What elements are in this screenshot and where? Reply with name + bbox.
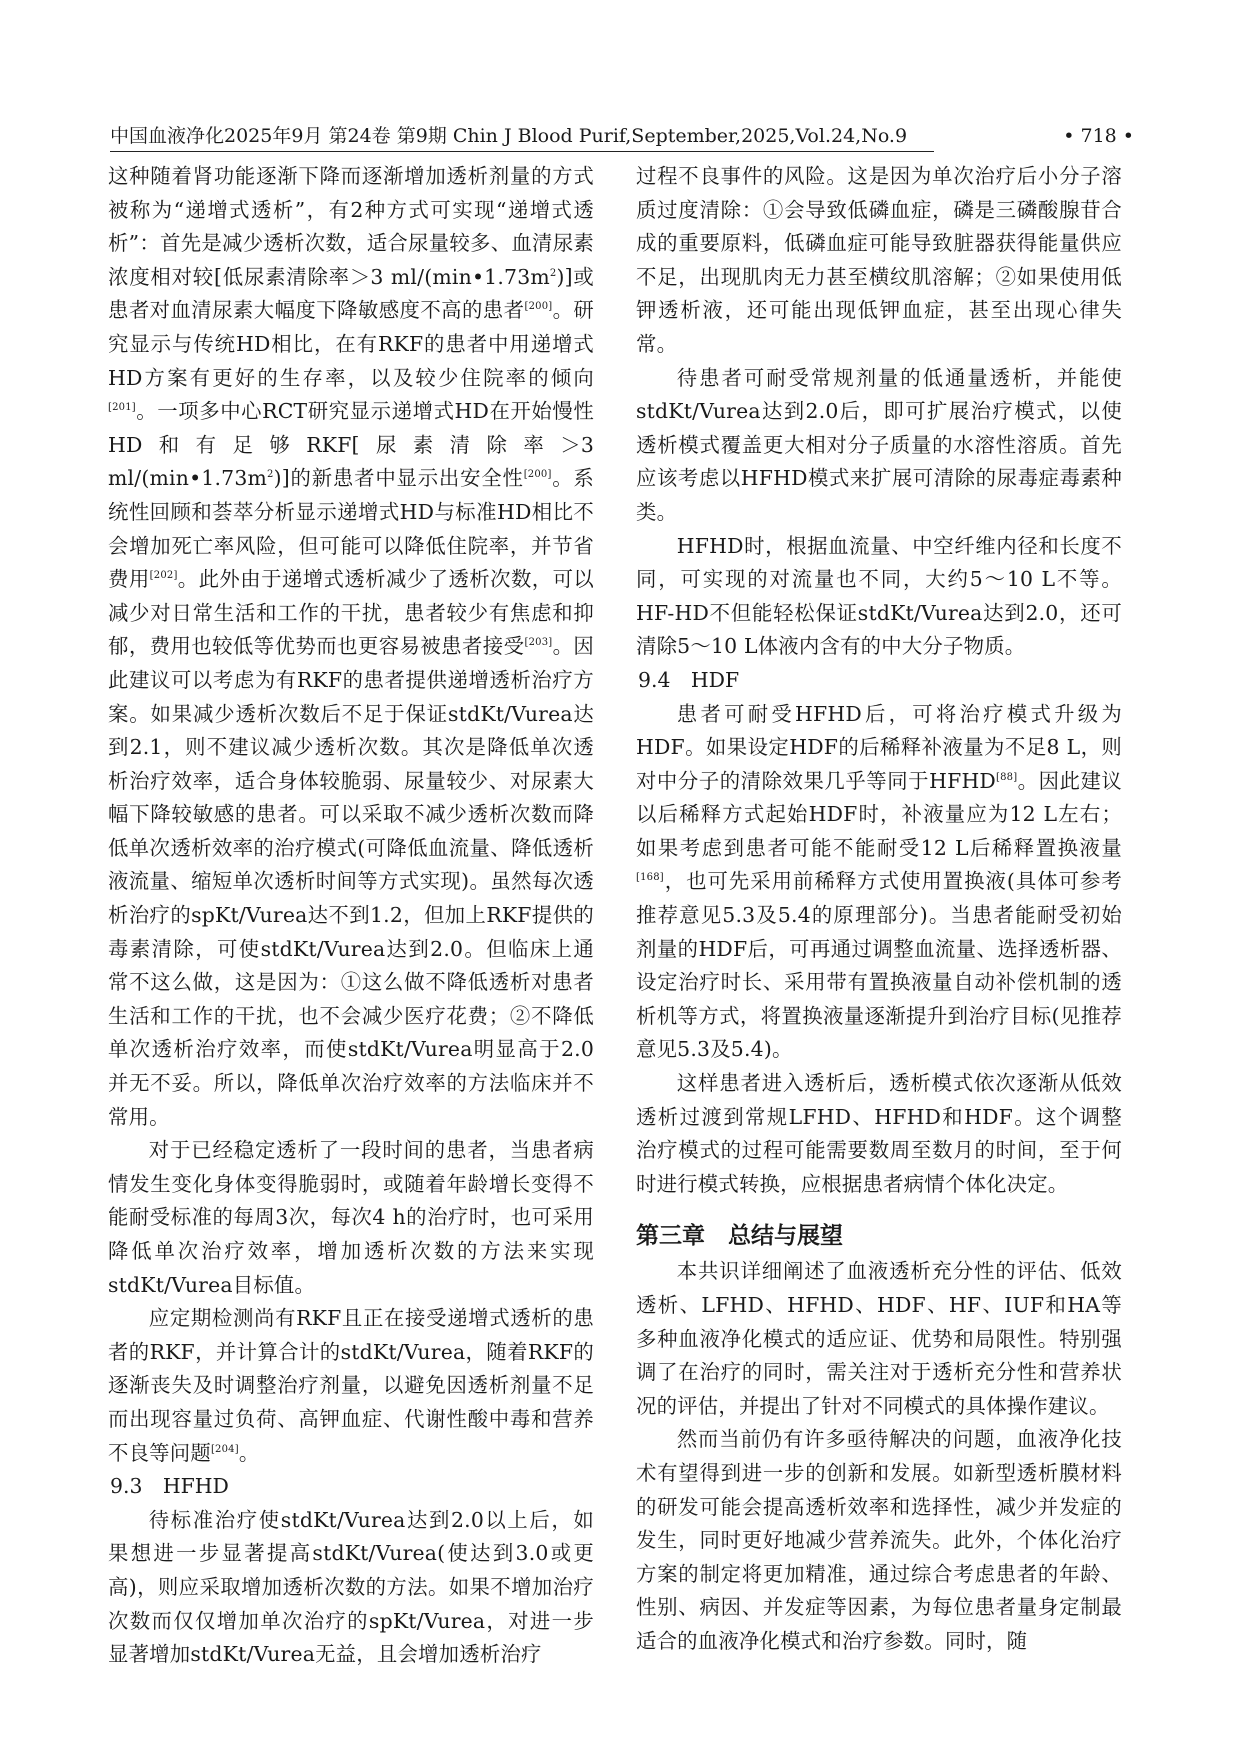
citation-superscript: [201]: [108, 402, 136, 414]
paragraph: 过程不良事件的风险。这是因为单次治疗后小分子溶质过度清除：①会导致低磷血症，磷是三磷酸腺苷合成的重要原料，低磷血症可能导致脏器获得能量供应不足，出现肌肉无力甚至横纹肌溶解；②如果使用低钾透析液，还可能出现低钾血症，甚至出现心律失常。: [636, 164, 1122, 356]
paragraph: HFHD时，根据血流量、中空纤维内径和长度不同，可实现的对流量也不同，大约5～10 L不等。HF-HD不但能轻松保证stdKt/Vurea达到2.0，还可清除5～10 L体液内含有的中大分子物质。: [636, 533, 1122, 659]
page-number: • 718 •: [1063, 125, 1134, 147]
left-column: [108, 160, 594, 1672]
right-column: [636, 160, 1122, 1659]
journal-citation: 中国血液净化2025年9月 第24卷 第9期 Chin J Blood Purif,September,2025,Vol.24,No.9: [110, 125, 908, 147]
running-header: [110, 124, 1134, 152]
paragraph: 这种随着肾功能逐渐下降而逐渐增加透析剂量的方式被称为“递增式透析”，有2种方式可实现“递增式透析”：首先是减少透析次数，适合尿量较多、血清尿素浓度相对较[低尿素清除率＞3 $ml/(\min•1.73m^2)$]或患者对血清尿素大幅度下降敏感度不高的患者[200]。研究显示与传统HD相比，在有RKF的患者中用递增式HD方案有更好的生存率，以及较少住院率的倾向[201]。一项多中心RCT研究显示递增式HD在开始慢性HD和有足够RKF[尿素清除率＞3 $ml/(\min•1.73m^2)$]的新患者中显示出安全性[200]。系统性回顾和荟萃分析显示递增式HD与标准HD相比不会增加死亡率风险，但可能可以降低住院率，并节省费用[202]。此外由于递增式透析减少了透析次数，可以减少对日常生活和工作的干扰，患者较少有焦虑和抑郁，费用也较低等优势而也更容易被患者接受[203]。因此建议可以考虑为有RKF的患者提供递增透析治疗方案。如果减少透析次数后不足于保证stdKt/Vurea达到2.1，则不建议减少透析次数。其次是降低单次透析治疗效率，适合身体较脆弱、尿量较少、对尿素大幅下降较敏感的患者。可以采取不减少透析次数而降低单次透析效率的治疗模式(可降低血流量、降低透析液流量、缩短单次透析时间等方式实现)。虽然每次透析治疗的spKt/Vurea达不到1.2，但加上RKF提供的毒素清除，可使stdKt/Vurea达到2.0。但临床上通常不这么做，这是因为：①这么做不降低透析对患者生活和工作的干扰，也不会减少医疗花费；②不降低单次透析治疗效率，而使stdKt/Vurea明显高于2.0并无不妥。所以，降低单次治疗效率的方法临床并不常用。: [108, 164, 595, 1129]
paragraph: 应定期检测尚有RKF且正在接受递增式透析的患者的RKF，并计算合计的stdKt/Vurea，随着RKF的逐渐丧失及时调整治疗剂量，以避免因透析剂量不足而出现容量过负荷、高钾血症、代谢性酸中毒和营养不良等问题[204]。: [108, 1306, 594, 1465]
section-heading-9-3: 9.3 HFHD: [110, 1474, 229, 1499]
paragraph: 患者可耐受HFHD后，可将治疗模式升级为HDF。如果设定HDF的后稀释补液量为不足8 L，则对中分子的清除效果几乎等同于HFHD[88]。因此建议以后稀释方式起始HDF时，补液量应为12 L左右；如果考虑到患者可能不能耐受12 L后稀释置换液量[168]，也可先采用前稀释方式使用置换液(具体可参考推荐意见5.3及5.4的原理部分)。当患者能耐受初始剂量的HDF后，可再通过调整血流量、选择透析器、设定治疗时长、采用带有置换液量自动补偿机制的透析机等方式，将置换液量逐渐提升到治疗目标(见推荐意见5.3及5.4)。: [636, 701, 1122, 1062]
citation-superscript: [202]: [149, 570, 178, 582]
paragraph: 这样患者进入透析后，透析模式依次逐渐从低效透析过渡到常规LFHD、HFHD和HDF。这个调整治疗模式的过程可能需要数周至数月的时间，至于何时进行模式转换，应根据患者病情个体化决定。: [636, 1071, 1122, 1196]
paragraph: 待患者可耐受常规剂量的低通量透析，并能使stdKt/Vurea达到2.0后，即可扩展治疗模式，以使透析模式覆盖更大相对分子质量的水溶性溶质。首先应该考虑以HFHD模式来扩展可清除的尿毒症毒素种类。: [636, 365, 1122, 524]
citation-superscript: [88]: [995, 771, 1018, 783]
header-rule: [110, 151, 934, 152]
citation-superscript: 2: [267, 469, 274, 481]
citation-superscript: 2: [549, 267, 557, 279]
paragraph: 待标准治疗使stdKt/Vurea达到2.0以上后，如果想进一步显著提高stdKt/Vurea(使达到3.0或更高)，则应采取增加透析次数的方法。如果不增加治疗次数而仅仅增加单次治疗的spKt/Vurea，对进一步显著增加stdKt/Vurea无益，且会增加透析治疗: [108, 1507, 594, 1667]
citation-superscript: [200]: [524, 301, 553, 313]
citation-superscript: [200]: [523, 469, 552, 481]
citation-superscript: [203]: [524, 637, 553, 649]
section-heading-9-4: 9.4 HDF: [638, 667, 740, 692]
chapter-heading: 第三章 总结与展望: [636, 1223, 843, 1250]
paragraph: 然而当前仍有许多亟待解决的问题，血液净化技术有望得到进一步的创新和发展。如新型透析膜材料的研发可能会提高透析效率和选择性，减少并发症的发生，同时更好地减少营养流失。此外，个体化治疗方案的制定将更加精准，通过综合考虑患者的年龄、性别、病因、并发症等因素，为每位患者量身定制最适合的血液净化模式和治疗参数。同时，随: [636, 1427, 1122, 1653]
citation-superscript: [204]: [210, 1443, 239, 1455]
paragraph: 对于已经稳定透析了一段时间的患者，当患者病情发生变化身体变得脆弱时，或随着年龄增长变得不能耐受标准的每周3次，每次4 h的治疗时，也可采用降低单次治疗效率，增加透析次数的方法来实现stdKt/Vurea目标值。: [108, 1138, 594, 1297]
citation-superscript: [168]: [636, 872, 664, 884]
paragraph: 本共识详细阐述了血液透析充分性的评估、低效透析、LFHD、HFHD、HDF、HF、IUF和HA等多种血液净化模式的适应证、优势和局限性。特别强调了在治疗的同时，需关注对于透析充分性和营养状况的评估，并提出了针对不同模式的具体操作建议。: [636, 1259, 1122, 1418]
